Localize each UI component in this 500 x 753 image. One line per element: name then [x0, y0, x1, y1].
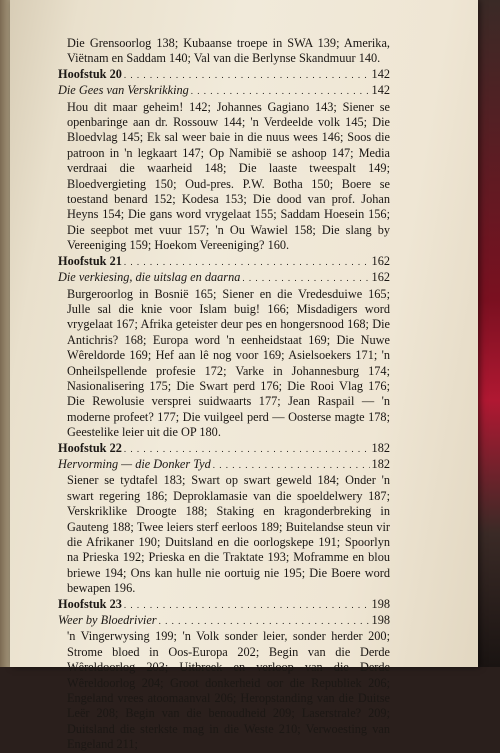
toc-paragraph: Die Grensoorlog 138; Kubaanse troepe in SWA 139; Amerika, Viëtnam en Saddam 140; Val van die Berlynse Skandmuur 140. — [67, 36, 390, 66]
chapter-title-row — [58, 613, 390, 629]
chapter-heading-row — [58, 67, 390, 83]
chapter-title-page-number: 162 — [371, 270, 390, 285]
chapter-number: Hoofstuk 21 — [58, 253, 122, 268]
chapter-title-page-number: 142 — [371, 83, 390, 98]
toc-paragraph: 'n Vingerwysing 199; 'n Volk sonder leier, sonder herder 200; Strome bloed in Oos-Europa 202; Begin van die Derde Wêreldoorlog 203; Uitbreek en verloop van die Derde Wêreldoorlog 204; Groot donkerheid oor die Republiek 206; Engeland vrees atoomaanval 206; Heropstanding van die Duitse Leër 208; Begin van die benoudheid 209; Laserstrale? 209; Duitsland die sterkste mag in die Weste 210; Verwoesting van Engeland 211; — [67, 629, 390, 752]
leader-dots — [159, 613, 370, 629]
toc-paragraph: Burgeroorlog in Bosnië 165; Siener en die Vredesduiwe 165; Julle sal die knie voor Islam buig! 166; Misdadigers word vrygelaat 167; Afrika geteister deur pes en hongersnood 168; Die Antichris? 168; Europa word 'n eenheidstaat 169; Die Nuwe Wêreldorde 169; Hef aan lê nog voor 169; Asielsoekers 171; 'n Onheilspellende profesie 172; Varke in Johannesburg 174; Nasionalisering 175; Die Swart perd 176; Die Rooi Vlag 176; Die Rewolusie versprei suidwaarts 177; Jean Raspail — 'n moderne profeet? 177; Die vuilgeel perd — Oosterse magte 178; Geestelike leier uit die OP 180. — [67, 286, 390, 440]
chapter-title: Die Gees van Verskrikking — [58, 83, 189, 98]
background-right-edge — [478, 0, 500, 667]
chapter-page-number: 198 — [371, 596, 390, 611]
table-of-contents — [58, 36, 390, 753]
chapter-title-row — [58, 270, 390, 286]
chapter-number: Hoofstuk 22 — [58, 440, 122, 455]
chapter-number: Hoofstuk 20 — [58, 66, 122, 81]
leader-dots — [213, 457, 370, 473]
chapter-title-page-number: 198 — [371, 613, 390, 628]
book-page — [10, 0, 478, 752]
chapter-page-number: 182 — [371, 440, 390, 455]
chapter-title-page-number: 182 — [371, 456, 390, 471]
toc-paragraph: Siener se tydtafel 183; Swart op swart geweld 184; Onder 'n swart regering 186; Deproklamasie van die spoeldelwery 187; Verskriklike Droogte 188; Staking en kragonderbreking in Gauteng 188; Twee leiers sterf eerloos 189; Buitelandse steun vir die Afrikaner 190; Duitsland en die oorlogskepe 191; Spoorlyn na Prieska 192; Prieska en die Traktate 193; Moframme en blou briewe 194; Ons kan hulle nie oortuig nie 195; Die Boere word bewapen 196. — [67, 473, 390, 596]
leader-dots — [242, 270, 369, 286]
chapter-page-number: 142 — [371, 66, 390, 81]
chapter-title: Die verkiesing, die uitslag en daarna — [58, 270, 241, 285]
chapter-page-number: 162 — [371, 253, 390, 268]
leader-dots — [124, 597, 370, 613]
chapter-title: Weer by Bloedrivier — [58, 613, 157, 628]
chapter-heading-row — [58, 597, 390, 613]
toc-paragraph: Hou dit maar geheim! 142; Johannes Gagiano 143; Siener se openbaringe aan dr. Rossouw 144; 'n Verdeelde volk 145; Die Bloedvlag 145; Ek sal weer baie in die nuus wees 146; Soos die patroon in 'n legkaart 147; Op Namibië se ashoop 147; Media verdraai die waarheid 148; Die laaste tweespalt 149; Bloedvergieting 150; Oud-pres. P.W. Botha 150; Boere se toestand benard 152; Kodesa 153; Die dood van prof. Johan Heyns 154; Die gans word vrygelaat 155; Saddam Hoesein 156; Die seepbot met vuur 157; 'n Ou Wawiel 158; Die slang by Vereeniging 159; Hoekom Vereeniging? 160. — [67, 99, 390, 253]
leader-dots — [124, 254, 370, 270]
chapter-title: Hervorming — die Donker Tyd — [58, 456, 211, 471]
leader-dots — [191, 83, 370, 99]
leader-dots — [124, 67, 370, 83]
leader-dots — [124, 441, 370, 457]
chapter-title-row — [58, 457, 390, 473]
chapter-title-row — [58, 83, 390, 99]
chapter-heading-row — [58, 254, 390, 270]
chapter-number: Hoofstuk 23 — [58, 596, 122, 611]
chapter-heading-row — [58, 441, 390, 457]
background-left-edge — [0, 0, 10, 667]
